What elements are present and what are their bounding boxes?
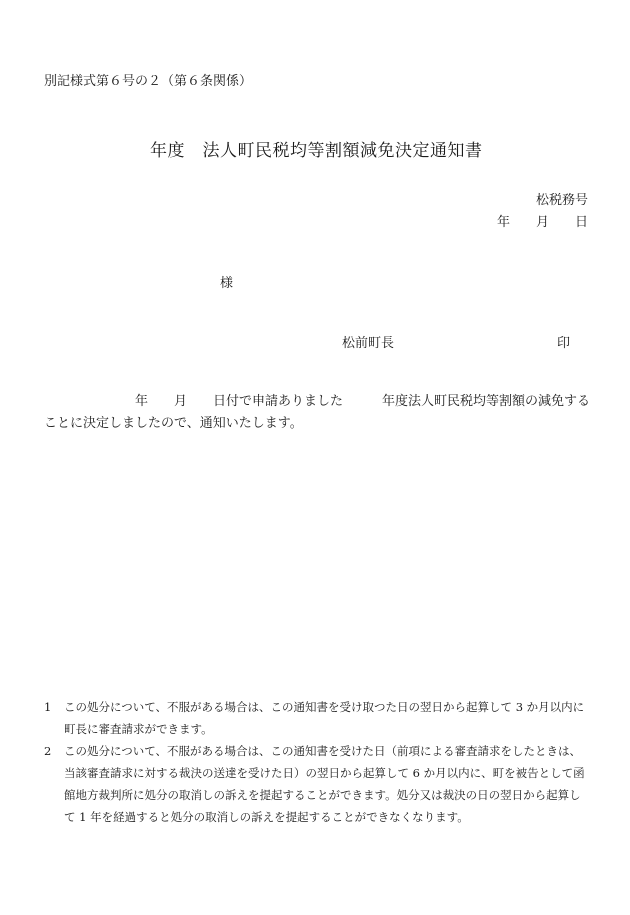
note-item (44, 696, 592, 740)
document-number: 松税務号 (535, 193, 588, 208)
note-text: この処分について、不服がある場合は、この通知書を受け取つた日の翌日から起算して 3 か月以内に町長に審査請求ができます。 (64, 700, 585, 736)
issue-date: 年 月 日 (496, 215, 588, 230)
note-text: この処分について、不服がある場合は、この通知書を受けた日（前項による審査請求をしたときは、当該審査請求に対する裁決の送達を受けた日）の翌日から起算して 6 か月以内に、町を被告として函館地方裁判所に処分の取消しの訴えを提起することができます。処分又は裁決の日の翌日から起算して 1 年を経過すると処分の取消しの訴えを提起することができなくなります。 (64, 744, 585, 824)
note-number: 2 (44, 744, 52, 758)
notice-body: 年 月 日付で申請ありました 年度法人町民税均等割額の減免することに決定しましたので、通知いたします。 (44, 394, 591, 431)
document-title: 年度 法人町民税均等割額減免決定通知書 (150, 141, 483, 161)
addressee-honorific: 様 (220, 276, 234, 291)
note-item (44, 740, 592, 828)
notes-section (44, 696, 592, 828)
form-label: 別記様式第６号の２（第６条関係） (44, 74, 253, 89)
note-number: 1 (44, 700, 52, 714)
issuer-name: 松前町長 (342, 336, 395, 351)
seal-mark: 印 (557, 336, 571, 351)
